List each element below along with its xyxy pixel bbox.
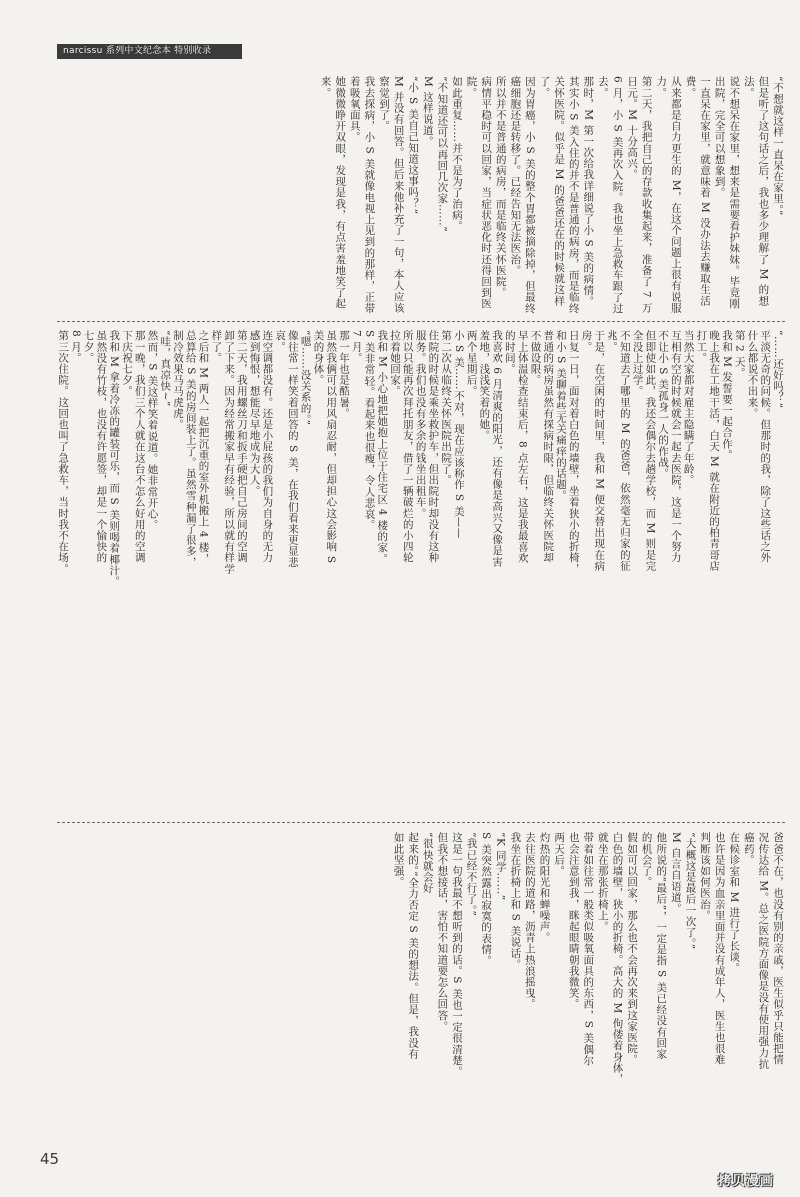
text-column: 下庆祝七夕。 [121, 330, 133, 397]
text-column: 日复一日，面对着白色的墙壁，坐着狭小的折椅， [567, 330, 580, 575]
text-column: 于是，在空闲的时间里，我和 M 便交替出现在病 [593, 330, 606, 572]
text-column: 不做设限。 [529, 330, 542, 386]
text-column: 病情平稳时可以回家，当症状恶化时还得回到医 [480, 76, 493, 310]
text-column: 互相有空的时候就会一起去医院，这是一个努力 [670, 330, 682, 564]
text-column: 不让小 S 美孤身一人的作战。 [657, 330, 670, 479]
text-column: “大概这是最后一次了。” [684, 832, 697, 950]
text-column: 他所说的“最后”，一定是指 S 美已经没有回家 [655, 832, 668, 1060]
text-column: 样了。 [210, 330, 223, 364]
text-column: 如此坚强。 [392, 832, 405, 888]
text-column: 灼热的阳光和蝉噪声。 [538, 832, 551, 943]
text-column: 七夕。 [82, 330, 95, 364]
text-column: 所以只能再次拜托朋友，借了一辆破烂的小四轮 [402, 330, 414, 564]
text-column: 不知道去了哪里的 M 的爸爸，依然毫无归家的征 [619, 330, 631, 572]
text-column: 但即使如此，我还会偶尔去趟学校，而 M 则是完 [644, 330, 657, 572]
text-column: 感到悔恨，想能尽早地成为大人。 [248, 330, 261, 497]
text-column: 在候诊室和 M 进行了长谈。 [728, 832, 741, 974]
text-column: 平淡无奇的问候。但那时的我，除了这些话之外 [759, 330, 772, 564]
text-column: “……还好吗？” [772, 330, 784, 409]
text-column: 但是听了这句话之后，我也多少理解了 M 的想法。 [742, 76, 770, 307]
text-column: 癌细胞还是转移了。已经告知无法医治。 [509, 76, 522, 276]
text-column: 虽然没有竹枝，也没有许愿签，却是一个愉快的 [95, 330, 108, 564]
text-column: 小 S 美……不对，现在应该称作 S 美—— [453, 330, 465, 539]
text-column: 全没上过学。 [631, 330, 644, 397]
text-column: 院。 [465, 76, 478, 99]
text-column: 两个星期后。 [465, 330, 478, 397]
text-column: 卸了下来。因为经常搬家早有经验，所以就有样学 [223, 330, 236, 575]
text-column: 我和 M 小心地把她抱上位于住宅区 4 楼的家。 [376, 330, 389, 565]
text-column: 就坐在那张折椅上。 [596, 832, 609, 932]
text-column: 着吸氧面具。 [348, 76, 361, 143]
text-column: 第二天，我把自己的存款收集起来，准备了 7 万 [640, 76, 653, 314]
text-column: 癌药。 [742, 832, 755, 866]
text-column: 我坐在折椅上和 S 美说话。 [509, 832, 522, 970]
text-column: 第三次住院。这回也叫了急救车，当时我不在场。 [57, 330, 70, 575]
text-column: 6 月，小 S 美再次入院。我也坐上急救车跟了过去。 [596, 76, 624, 314]
text-column: 然而，S 美这样笑着说道。她非常开心。 [146, 330, 159, 531]
section-divider [57, 822, 785, 823]
text-column: 7 月。 [350, 330, 363, 364]
text-column: 关怀医院。似乎是 M 的爸爸还在的时候就这样了。 [538, 76, 566, 307]
text-column: 服务。我们也没有多余的钱坐出租车。 [414, 330, 427, 519]
text-column: 总算给 S 美的房间装上了。虽然雪种漏了很多， [185, 330, 197, 568]
text-column: S 美突然露出寂寞的表情。 [480, 832, 493, 966]
text-block-1 [57, 76, 785, 314]
text-column: “我已经不行了。” [465, 832, 478, 917]
text-column: S 美非常轻。看起来也很瘦，令人悲哀。 [363, 330, 376, 531]
text-column: 拉着她回家。 [389, 330, 402, 397]
text-column: 爸爸不在，也没有别的亲戚，医生似乎只能把情 [772, 832, 784, 1066]
text-column: 从来都是自力更生的 M，在这个问题上很有说服 [669, 76, 682, 314]
text-column: 察觉到了。 [377, 76, 390, 132]
watermark-logo: 拷贝漫画 [718, 1174, 775, 1189]
text-column: 也许是因为血亲里面并没有成年人，医生也很难 [713, 832, 726, 1066]
text-column: “哇，真凉快~” [159, 330, 172, 407]
text-column: 日元。M 十分高兴。 [626, 76, 639, 181]
text-column: 所以并不是普通的病房，而是临终关怀医院。 [494, 76, 507, 298]
text-column: 我去探病，小 S 美就像电视上见到的那样，正带 [363, 76, 376, 314]
text-column: 那一晚，我们三个人就在这台不怎么好用的空调 [133, 330, 146, 564]
text-column: 哀。 [274, 330, 287, 353]
text-column: 和小 S 美聊着些无关痛痒的话题。 [555, 330, 567, 502]
text-column: “嗯……没关系的。” [299, 330, 312, 426]
text-column: “很快就会好 [421, 832, 434, 894]
text-column: 第二次从临终关怀医院出院了。 [440, 330, 453, 486]
text-column: 那时，M 第一次给我详细说了小 S 美的病情。 [582, 76, 595, 307]
text-column: 第 2 天。 [733, 330, 746, 379]
text-column: 况传达给 M。总之医院方面像是没有使用强力抗 [757, 832, 770, 1070]
text-column: 连空调都没有。还是小屁孩的我们为自身的无力 [261, 330, 274, 564]
text-column: 其实小 S 美入住的并不是普通的病房，而是临终 [567, 76, 580, 314]
text-column: 什么都说不出来。 [746, 330, 759, 419]
text-column: 力。 [655, 76, 668, 99]
text-column: “K 同学……” [494, 832, 507, 901]
text-block-3 [57, 832, 785, 1162]
text-column: 一直呆在家里，就意味着 M 没办法去赚取生活费。 [684, 76, 712, 307]
text-column: 的机会了。 [640, 832, 653, 888]
text-column: 像往常一样笑着回答的 S 美，在我们看来更显悲 [287, 330, 299, 568]
text-column: 她微微睁开双眼，发现是我，有点害羞地笑了起 [334, 76, 347, 310]
text-column: 因为胃癌，小 S 美的整个胃都被摘除掉，但最终 [523, 76, 536, 314]
text-column: 如此重复……并不是为了治病。 [450, 76, 463, 232]
text-column: 房。 [580, 330, 593, 353]
text-column: 虽然我俩可以用风扇忍耐，但却担心这会影响 S [325, 330, 338, 564]
text-column: 制冷效果马马虎虎。 [172, 330, 185, 430]
text-column: 我和 M 拿着冷冻的罐装可乐，而 S 美则喝着椰汁。 [108, 330, 121, 587]
text-column: 起来的。”全力否定 S 美的想法。但是，我没有 [407, 832, 420, 1060]
text-column: 之后和 M 两人一起把沉重的室外机搬上 4 楼， [197, 330, 210, 565]
text-column: “小 S 美自己知道这事吗？” [407, 76, 420, 215]
page-number: 45 [40, 1150, 60, 1168]
text-column: 两天后。 [553, 832, 566, 877]
section-divider [57, 321, 785, 322]
text-column: 晚上我在工地干活，白天 M 就在附近的柏青哥店 [708, 330, 721, 572]
series-header-label: narcissu 系列中文纪念本 特别收录 [57, 44, 242, 59]
text-column: “不想就这样一直呆在家里。” [772, 76, 784, 216]
text-column: 也会注意到我，眯起眼睛朝我微笑。 [567, 832, 580, 1010]
text-column: 那一年也是酷暑。 [338, 330, 350, 419]
text-column: M 这样说道。 [421, 76, 434, 147]
text-column: M 并没有回答。但后来他补充了一句，本人应该 [392, 76, 405, 314]
text-column: 早上体温检查结束后，8 点左右，这是我最喜欢 [516, 330, 529, 564]
text-column: 来。 [319, 76, 332, 99]
text-column: 的时间。 [504, 330, 516, 375]
text-column: 我喜欢 6 月清爽的阳光，还有像是高兴又像是害 [491, 330, 504, 568]
text-column: 我和 M 发誓要一起合作。 [721, 330, 733, 461]
text-column: 羞地，浅浅笑着的她。 [478, 330, 491, 441]
text-column: 出院，完全可以想象到。 [713, 76, 726, 199]
text-column: 8 月。 [70, 330, 82, 364]
text-column: M 自言自语道。 [669, 832, 682, 914]
text-column: 判断该如何医治。 [699, 832, 712, 921]
text-column: 假如可以回家，那么也不会再次来到这家医院。 [626, 832, 639, 1066]
text-column: 美的身体。 [312, 330, 325, 386]
text-column: “不知道还可以再回几次家……” [436, 76, 449, 233]
text-column: 打工。 [695, 330, 708, 364]
text-column: 去往医院的道路，沥青上热浪摇曳。 [523, 832, 536, 1010]
text-column: 但我不想接话，害怕不知道要怎么回答。 [436, 832, 449, 1032]
text-column: 这是一句我最不想听到的话。S 美也一定很清楚。 [450, 832, 463, 1077]
text-column: 第二天，我用螺丝刀和扳手硬把自己房间的空调 [236, 330, 248, 564]
text-column: 普通的病房虽然有探病时限，但临终关怀医院却 [542, 330, 555, 564]
text-column: 当然大家都对雇主隐瞒了年龄。 [682, 330, 695, 486]
text-block-2 [57, 330, 785, 814]
text-column: 住院的时候是乘坐救护车，但出院时却没有这种 [427, 330, 440, 564]
text-column: 带着如往常一般类似吸氧面具的东西，S 美偶尔 [582, 832, 595, 1066]
text-column: 兆。 [606, 330, 619, 353]
text-column: 白色的墙壁，狭小的折椅。高大的 M 佝偻着身体， [611, 832, 624, 1085]
text-column: 说不想呆在家里，想来是需要看护妹妹。毕竟刚 [728, 76, 741, 310]
